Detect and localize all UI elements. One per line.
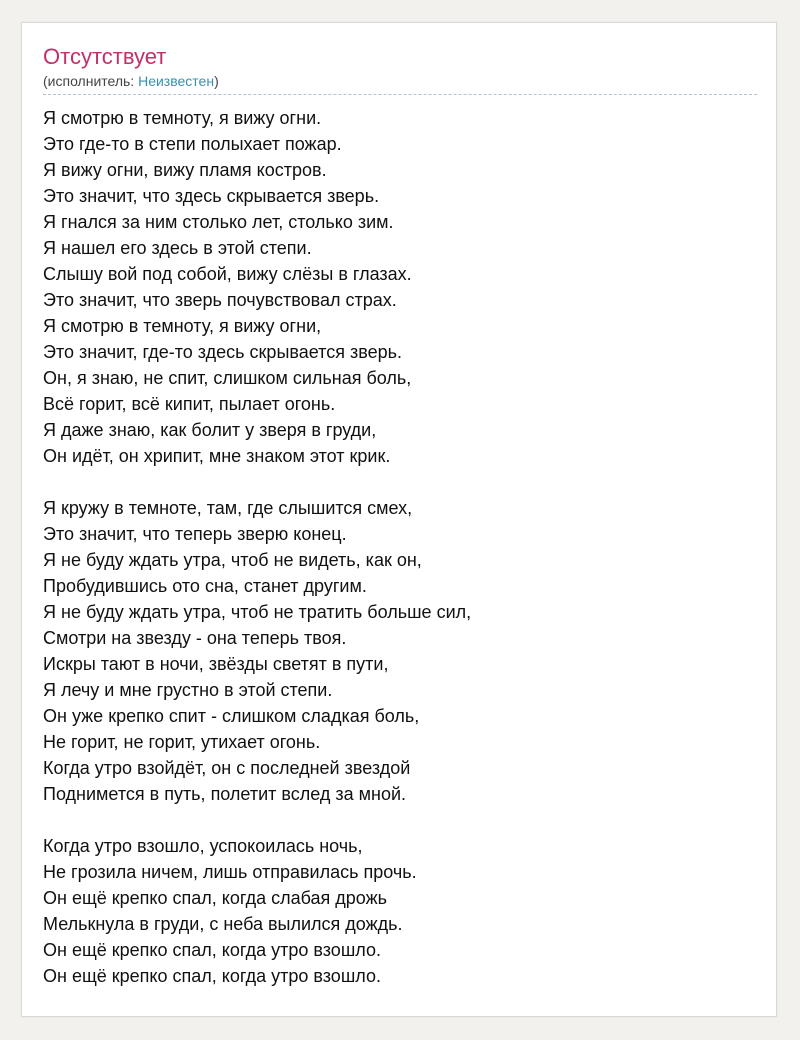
- lyrics-line: Слышу вой под собой, вижу слёзы в глазах.: [43, 264, 412, 284]
- lyrics-stanza: [43, 495, 757, 807]
- lyrics-text: [43, 105, 757, 1015]
- lyrics-line: Он, я знаю, не спит, слишком сильная боль,: [43, 368, 412, 388]
- lyrics-line: Я не буду ждать утра, чтоб не видеть, как он,: [43, 550, 422, 570]
- lyrics-line: Пробудившись ото сна, станет другим.: [43, 576, 367, 596]
- lyrics-line: Он ещё крепко спал, когда слабая дрожь: [43, 888, 388, 908]
- lyrics-line: Не горит, не горит, утихает огонь.: [43, 732, 321, 752]
- lyrics-line: Это значит, где-то здесь скрывается зверь.: [43, 342, 402, 362]
- lyrics-line: Смотри на звезду - она теперь твоя.: [43, 628, 347, 648]
- lyrics-line: Он ещё крепко спал, когда утро взошло.: [43, 940, 381, 960]
- artist-link[interactable]: Неизвестен: [138, 73, 215, 89]
- song-title: Отсутствует: [43, 44, 167, 69]
- lyrics-line: Когда утро взошло, успокоилась ночь,: [43, 836, 363, 856]
- lyrics-line: Я нашел его здесь в этой степи.: [43, 238, 312, 258]
- lyrics-line: Я вижу огни, вижу пламя костров.: [43, 160, 327, 180]
- lyrics-line: Я не буду ждать утра, чтоб не тратить больше сил,: [43, 602, 472, 622]
- lyrics-line: Я даже знаю, как болит у зверя в груди,: [43, 420, 377, 440]
- artist-line: [43, 72, 219, 90]
- lyrics-line: Искры тают в ночи, звёзды светят в пути,: [43, 654, 389, 674]
- lyrics-line: Он уже крепко спит - слишком сладкая боль,: [43, 706, 420, 726]
- lyrics-line: Я смотрю в темноту, я вижу огни.: [43, 108, 322, 128]
- lyrics-line: Он ещё крепко спал, когда утро взошло.: [43, 966, 381, 986]
- lyrics-stanza: [43, 833, 757, 989]
- lyrics-line: Мелькнула в груди, с неба вылился дождь.: [43, 914, 403, 934]
- lyrics-line: Это значит, что здесь скрывается зверь.: [43, 186, 380, 206]
- lyrics-line: Это значит, что зверь почувствовал страх.: [43, 290, 397, 310]
- lyrics-stanza: [43, 105, 757, 469]
- artist-prefix: (исполнитель:: [43, 73, 139, 89]
- lyrics-line: Я смотрю в темноту, я вижу огни,: [43, 316, 322, 336]
- lyrics-line: Поднимется в путь, полетит вслед за мной.: [43, 784, 407, 804]
- lyrics-line: Это где-то в степи полыхает пожар.: [43, 134, 342, 154]
- lyrics-card: [21, 22, 777, 1017]
- lyrics-line: Я кружу в темноте, там, где слышится смех,: [43, 498, 413, 518]
- lyrics-line: Всё горит, всё кипит, пылает огонь.: [43, 394, 336, 414]
- title-divider: [43, 94, 757, 95]
- lyrics-line: Я гнался за ним столько лет, столько зим.: [43, 212, 394, 232]
- lyrics-line: Я лечу и мне грустно в этой степи.: [43, 680, 333, 700]
- lyrics-line: Когда утро взойдёт, он с последней звездой: [43, 758, 411, 778]
- lyrics-line: Это значит, что теперь зверю конец.: [43, 524, 347, 544]
- artist-suffix: ): [214, 73, 219, 89]
- lyrics-line: Он идёт, он хрипит, мне знаком этот крик.: [43, 446, 391, 466]
- lyrics-line: Не грозила ничем, лишь отправилась прочь.: [43, 862, 417, 882]
